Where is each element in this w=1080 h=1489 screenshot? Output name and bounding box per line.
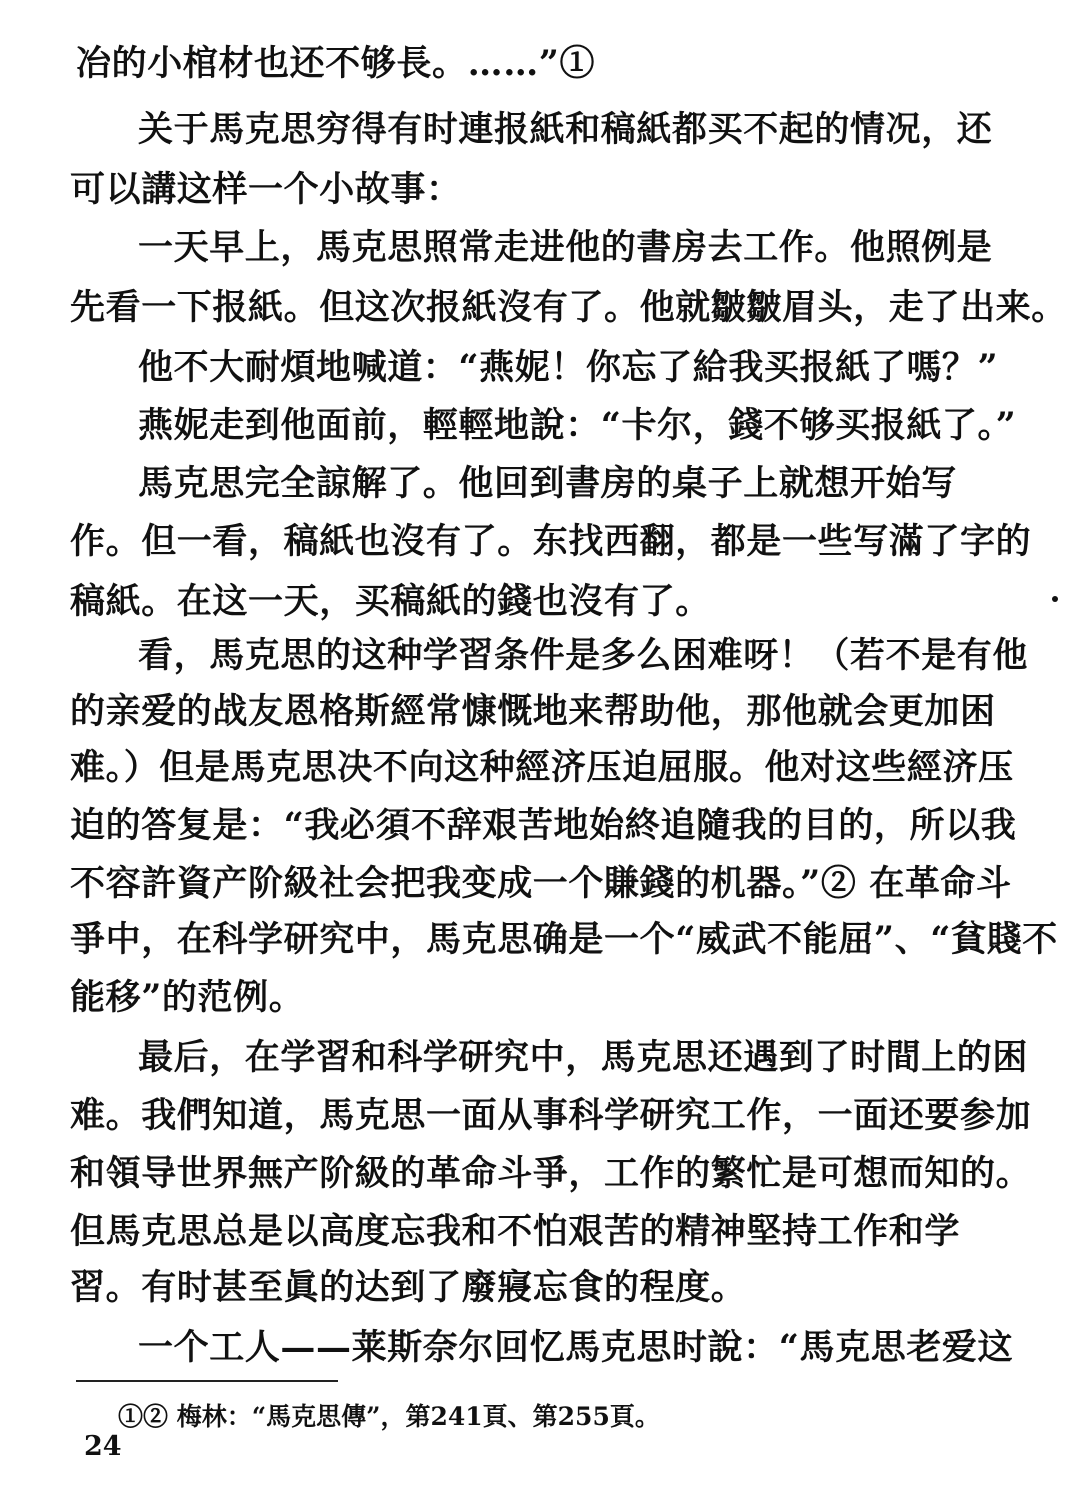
text-line-4: 一天早上，馬克思照常走进他的書房去工作。他照例是	[138, 227, 993, 268]
text-line-10: 稿紙。在这一天，买稿紙的錢也沒有了。	[70, 581, 711, 622]
text-line-9: 作。但一看，稿紙也沒有了。东找西翻，都是一些写滿了字的	[70, 521, 1032, 562]
print-speck	[1052, 596, 1058, 602]
page-number: 24	[84, 1431, 122, 1462]
text-line-23: 一个工人——莱斯奈尔回忆馬克思时說：“馬克思老爱这	[138, 1327, 1014, 1368]
text-line-18: 最后，在学習和科学研究中，馬克思还遇到了时間上的困	[138, 1037, 1029, 1078]
text-line-2: 关于馬克思穷得有时連报紙和稿紙都买不起的情况，还	[138, 109, 993, 150]
text-line-20: 和領导世界無产阶級的革命斗爭，工作的繁忙是可想而知的。	[70, 1153, 1032, 1194]
text-line-3: 可以講这样一个小故事：	[70, 169, 462, 210]
text-line-8: 馬克思完全諒解了。他回到書房的桌子上就想开始写	[138, 463, 957, 504]
text-line-13: 难。）但是馬克思决不向这种經济压迫屈服。他对这些經济压	[70, 747, 1014, 788]
text-line-17: 能移”的范例。	[70, 977, 305, 1018]
text-line-7: 燕妮走到他面前，輕輕地說：“卡尔，錢不够买报紙了。”	[138, 405, 1017, 446]
text-line-19: 难。我們知道，馬克思一面从事科学研究工作，一面还要参加	[70, 1095, 1032, 1136]
text-line-15: 不容許資产阶級社会把我变成一个賺錢的机器。”② 在革命斗	[70, 863, 1012, 904]
text-line-1: 冶的小棺材也还不够長。……”①	[76, 43, 596, 84]
text-line-21: 但馬克思总是以高度忘我和不怕艰苦的精神堅持工作和学	[70, 1211, 961, 1252]
text-line-16: 爭中，在科学研究中，馬克思确是一个“威武不能屈”、“貧賤不	[70, 919, 1058, 960]
text-line-11: 看，馬克思的这种学習条件是多么困难呀！（若不是有他	[138, 635, 1029, 676]
text-line-5: 先看一下报紙。但这次报紙沒有了。他就皺皺眉头，走了出来。	[70, 287, 1067, 328]
footnote-divider	[76, 1380, 338, 1382]
text-line-14: 迫的答复是：“我必須不辞艰苦地始終追隨我的目的，所以我	[70, 805, 1017, 846]
text-line-6: 他不大耐煩地喊道：“燕妮！你忘了給我买报紙了嗎？”	[138, 347, 999, 388]
text-line-12: 的亲爱的战友恩格斯經常慷慨地来帮助他，那他就会更加困	[70, 691, 996, 732]
text-line-22: 習。有时甚至眞的达到了廢寢忘食的程度。	[70, 1267, 747, 1308]
footnote: ①② 梅林：“馬克思傳”，第241頁、第255頁。	[118, 1402, 660, 1431]
